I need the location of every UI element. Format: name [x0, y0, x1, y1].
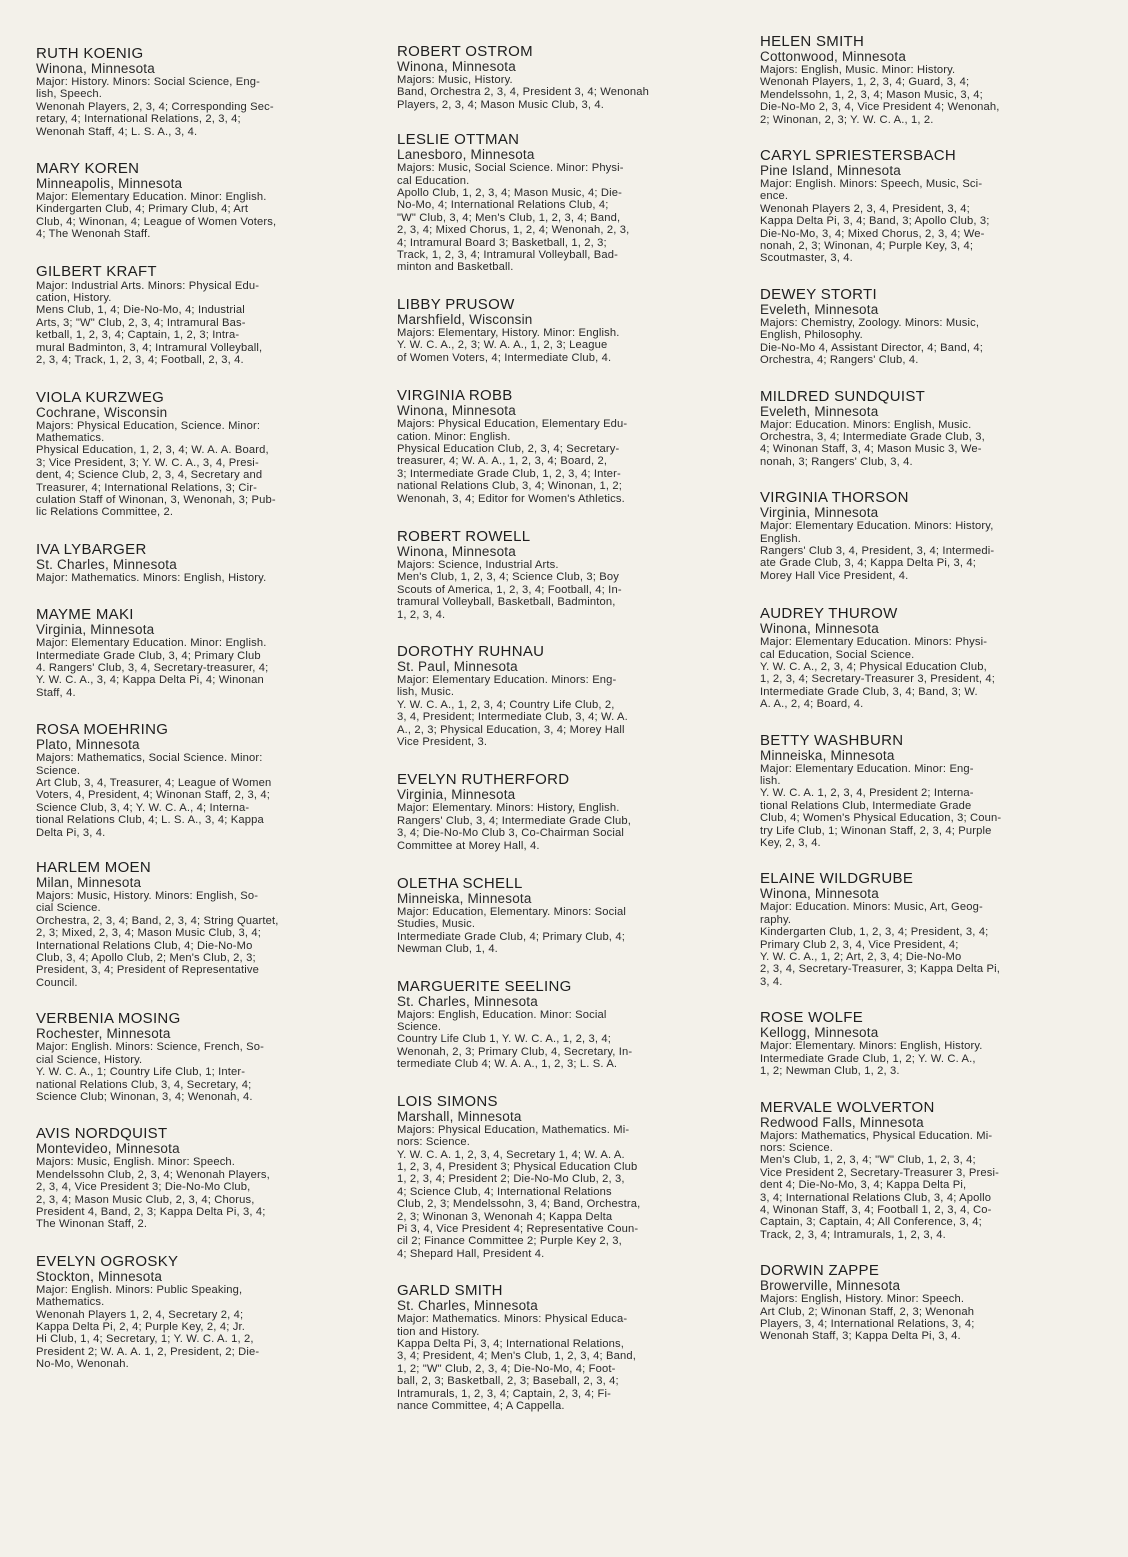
- student-entry: [36, 860, 348, 989]
- student-detail-line: Country Life Club 1, Y. W. C. A., 1, 2, 3, 4;: [397, 1033, 612, 1046]
- student-detail-line: 4; The Wenonah Staff.: [36, 228, 151, 241]
- student-detail-line: 3; Vice President, 3; Y. W. C. A., 3, 4, Presi-: [36, 456, 259, 469]
- student-entry: [36, 1126, 348, 1230]
- student-entry: [760, 148, 1072, 265]
- student-detail-line: Major: Industrial Arts. Minors: Physical Edu-: [36, 279, 260, 292]
- student-detail-line: Majors: Elementary, History. Minor: English.: [397, 326, 620, 339]
- student-detail-line: Staff, 4.: [36, 686, 76, 699]
- student-detail-line: nors: Science.: [397, 1136, 470, 1149]
- student-detail-line: termediate Club 4; W. A. A., 1, 2, 3; L. S. A.: [397, 1058, 618, 1071]
- student-detail-line: Intermediate Grade Club, 3, 4; Primary Club: [36, 649, 261, 662]
- student-entry: [760, 1010, 1072, 1077]
- student-detail-line: 1, 2; Newman Club, 1, 2, 3.: [760, 1065, 900, 1078]
- student-hometown: St. Charles, Minnesota: [36, 556, 177, 572]
- student-detail-line: Y. W. C. A., 1; Country Life Club, 1; Inter-: [36, 1066, 246, 1079]
- student-hometown: Kellogg, Minnesota: [760, 1025, 879, 1041]
- student-detail-line: Treasurer, 4; International Relations, 3; Cir-: [36, 481, 258, 494]
- student-detail-line: Wenonah, 2, 3; Primary Club, 4, Secretary, In-: [397, 1045, 633, 1058]
- student-detail-line: Orchestra, 2, 3, 4; Band, 2, 3, 4; String Quartet,: [36, 914, 279, 927]
- student-detail-line: minton and Basketball.: [397, 261, 514, 274]
- student-detail-line: cal Education, Social Science.: [760, 648, 915, 661]
- student-detail-line: President 2; W. A. A. 1, 2, President, 2; Die-: [36, 1345, 260, 1358]
- student-detail-line: of Women Voters, 4; Intermediate Club, 4.: [397, 351, 612, 364]
- student-hometown: Marshall, Minnesota: [397, 1108, 522, 1124]
- student-detail-line: cial Science, History.: [36, 1053, 143, 1066]
- student-entry: [36, 264, 348, 367]
- student-name: IVA LYBARGER: [36, 540, 147, 558]
- student-hometown: Redwood Falls, Minnesota: [760, 1114, 924, 1130]
- student-detail-line: A. A., 2, 4; Board, 4.: [760, 698, 864, 711]
- student-hometown: Eveleth, Minnesota: [760, 403, 879, 419]
- student-detail-line: treasurer, 4; W. A. A., 1, 2, 3, 4; Board, 2,: [397, 455, 608, 468]
- student-detail-line: ence.: [760, 190, 789, 203]
- student-entry: [397, 876, 709, 956]
- student-detail-line: 1, 2, 3, 4.: [397, 608, 446, 621]
- student-hometown: Winona, Minnesota: [397, 403, 516, 419]
- student-name: MARGUERITE SEELING: [397, 977, 572, 995]
- student-entry: [36, 46, 348, 138]
- student-detail-line: Majors: Mathematics, Physical Education. Mi-: [760, 1129, 993, 1142]
- student-detail-line: Major: English. Minors: Science, French, So-: [36, 1041, 264, 1054]
- student-detail-line: Intramurals, 1, 2, 3, 4; Captain, 2, 3, 4; Fi-: [397, 1387, 611, 1400]
- student-hometown: Pine Island, Minnesota: [760, 163, 901, 179]
- student-detail-line: Majors: English, History. Minor: Speech.: [760, 1293, 965, 1306]
- student-detail-line: "W" Club, 3, 4; Men's Club, 1, 2, 3, 4; Band,: [397, 211, 621, 224]
- student-detail-line: Mathematics.: [36, 1296, 105, 1309]
- student-detail-line: dent 4; Die-No-Mo, 3, 4; Kappa Delta Pi,: [760, 1179, 967, 1192]
- student-detail-line: Art Club, 3, 4, Treasurer, 4; League of Women: [36, 777, 272, 789]
- student-detail-line: Apollo Club, 1, 2, 3, 4; Mason Music, 4; Die-: [397, 187, 623, 200]
- student-name: VERBENIA MOSING: [36, 1010, 181, 1028]
- student-name: ROSA MOEHRING: [36, 721, 169, 739]
- student-detail-line: Major: Elementary. Minors: English, History.: [760, 1040, 983, 1053]
- student-detail-line: Men's Club, 1, 2, 3, 4; Science Club, 3; Boy: [397, 571, 620, 584]
- student-name: ROBERT OSTROM: [397, 43, 533, 60]
- student-detail-line: Pi 3, 4, Vice President 4; Representative Coun-: [397, 1222, 639, 1235]
- student-detail-line: Die-No-Mo 2, 3, 4, Vice President 4; Wenonah,: [760, 101, 1000, 114]
- student-detail-line: Players, 3, 4; International Relations, 3, 4;: [760, 1317, 975, 1330]
- student-detail-line: Y. W. C. A. 1, 2, 3, 4, Secretary 1, 4; W. A. A.: [397, 1148, 625, 1161]
- student-detail-line: ball, 2, 3; Basketball, 2, 3; Baseball, 2, 3, 4;: [397, 1375, 619, 1388]
- student-entry: [397, 979, 709, 1071]
- student-detail-line: Major: Elementary Education. Minor: English.: [36, 637, 267, 650]
- student-detail-line: 4; Intramural Board 3; Basketball, 1, 2, 3;: [397, 236, 607, 249]
- student-entry: [397, 644, 709, 748]
- student-detail-line: 4; Shepard Hall, President 4.: [397, 1247, 545, 1260]
- student-hometown: St. Charles, Minnesota: [397, 993, 538, 1009]
- student-detail-line: Majors: Music, Social Science. Minor: Physi-: [397, 162, 624, 175]
- student-detail-line: President 4, Band, 2, 3; Kappa Delta Pi, 3, 4;: [36, 1205, 266, 1218]
- student-detail-line: lic Relations Committee, 2.: [36, 506, 174, 519]
- student-entry: [397, 529, 709, 621]
- student-detail-line: No-Mo, Wenonah.: [36, 1358, 129, 1371]
- student-detail-line: 4, Winonan Staff, 3, 4; Football 1, 2, 3, 4, Co-: [760, 1203, 992, 1216]
- student-detail-line: Y. W. C. A., 2, 3, 4; Physical Education Club,: [760, 660, 987, 673]
- student-detail-line: 3, 4; International Relations Club, 3, 4; Apollo: [760, 1191, 992, 1204]
- student-hometown: Winona, Minnesota: [397, 59, 516, 74]
- student-hometown: St. Charles, Minnesota: [397, 1298, 538, 1314]
- student-detail-line: Major: Elementary Education. Minors: Eng-: [397, 673, 617, 686]
- student-detail-line: Arts, 3; "W" Club, 2, 3, 4; Intramural Bas-: [36, 316, 246, 329]
- student-detail-line: nonah, 3; Rangers' Club, 3, 4.: [760, 455, 913, 468]
- student-detail-line: tional Relations Club, Intermediate Grade: [760, 799, 972, 812]
- student-detail-line: retary, 4; International Relations, 2, 3, 4;: [36, 113, 241, 126]
- student-detail-line: Wenonah Players, 1, 2, 3, 4; Guard, 3, 4;: [760, 76, 970, 89]
- student-detail-line: Council.: [36, 976, 78, 989]
- student-detail-line: Major: Education. Minors: Music, Art, Geog-: [760, 901, 983, 914]
- student-detail-line: Majors: Physical Education, Elementary Edu-: [397, 418, 628, 431]
- student-detail-line: 2, 3, 4; Mixed Chorus, 1, 2, 4; Wenonah, 2, 3,: [397, 224, 630, 237]
- student-entry: [760, 1100, 1072, 1242]
- student-name: DOROTHY RUHNAU: [397, 642, 545, 660]
- student-detail-line: Wenonah Players 1, 2, 4, Secretary 2, 4;: [36, 1308, 244, 1321]
- student-detail-line: Rangers' Club 3, 4, President, 3, 4; Intermedi-: [760, 544, 995, 557]
- student-detail-line: Orchestra, 3, 4; Intermediate Grade Club, 3,: [760, 430, 985, 443]
- student-detail-line: 2; Winonan, 2, 3; Y. W. C. A., 1, 2.: [760, 113, 934, 126]
- student-detail-line: Orchestra, 4; Rangers' Club, 4.: [760, 354, 919, 367]
- student-entry: [36, 542, 348, 584]
- student-detail-line: try Life Club, 1; Winonan Staff, 2, 3, 4; Purple: [760, 824, 992, 837]
- student-detail-line: 2, 3, 4; Mason Music Club, 2, 3, 4; Chorus,: [36, 1193, 255, 1206]
- student-detail-line: Wenonah, 3, 4; Editor for Women's Athletics.: [397, 492, 625, 505]
- student-detail-line: Track, 2, 3, 4; Intramurals, 1, 2, 3, 4.: [760, 1228, 946, 1241]
- student-name: MARY KOREN: [36, 160, 140, 178]
- student-detail-line: Club, 4; Women's Physical Education, 3; Coun-: [760, 812, 1002, 825]
- student-detail-line: tional Relations Club, 4; L. S. A., 3, 4; Kappa: [36, 814, 264, 827]
- student-detail-line: Major: Elementary Education. Minors: History,: [760, 520, 994, 533]
- student-detail-line: Y. W. C. A. 1, 2, 3, 4, President 2; Interna-: [760, 787, 974, 800]
- student-hometown: Rochester, Minnesota: [36, 1026, 171, 1042]
- student-detail-line: Track, 1, 2, 3, 4; Intramural Volleyball, Bad-: [397, 249, 619, 262]
- student-detail-line: Club, 4; Winonan, 4; League of Women Voters,: [36, 215, 277, 228]
- student-detail-line: Kindergarten Club, 4; Primary Club, 4; Art: [36, 203, 249, 216]
- student-name: OLETHA SCHELL: [397, 875, 523, 893]
- student-entry: [760, 490, 1072, 582]
- student-hometown: Virginia, Minnesota: [760, 505, 879, 521]
- student-entry: [397, 132, 709, 274]
- student-detail-line: Vice President 2, Secretary-Treasurer 3, Presi-: [760, 1166, 999, 1179]
- student-name: LESLIE OTTMAN: [397, 131, 520, 149]
- student-name: MERVALE WOLVERTON: [760, 1098, 935, 1116]
- student-hometown: Browerville, Minnesota: [760, 1278, 901, 1294]
- student-name: GARLD SMITH: [397, 1282, 503, 1300]
- student-detail-line: cation. Minor: English.: [397, 430, 511, 443]
- student-detail-line: Science Club; Winonan, 3, 4; Wenonah, 4.: [36, 1090, 253, 1103]
- student-detail-line: Majors: English, Music. Minor: History.: [760, 64, 956, 76]
- student-detail-line: national Relations Club, 3, 4; Winonan, 1, 2;: [397, 480, 623, 493]
- student-detail-line: Wenonah Staff, 4; L. S. A., 3, 4.: [36, 125, 198, 138]
- student-detail-line: Y. W. C. A., 1, 2, 3, 4; Country Life Club, 2,: [397, 698, 615, 711]
- student-name: EVELYN RUTHERFORD: [397, 771, 570, 789]
- student-detail-line: tion and History.: [397, 1325, 480, 1338]
- student-name: ROBERT ROWELL: [397, 527, 531, 545]
- student-hometown: Cottonwood, Minnesota: [760, 49, 907, 64]
- student-entry: [397, 44, 709, 111]
- student-detail-line: Vice President, 3.: [397, 736, 488, 748]
- student-detail-line: 2, 3, 4; Track, 1, 2, 3, 4; Football, 2, 3, 4.: [36, 354, 244, 367]
- student-detail-line: Major: Education. Minors: English, Music.: [760, 418, 972, 431]
- student-detail-line: Art Club, 2; Winonan Staff, 2, 3; Wenonah: [760, 1305, 975, 1318]
- student-name: DEWEY STORTI: [760, 285, 877, 303]
- student-detail-line: Major: English. Minors: Public Speaking,: [36, 1283, 243, 1296]
- student-hometown: Lanesboro, Minnesota: [397, 147, 535, 163]
- student-hometown: Winona, Minnesota: [760, 886, 879, 902]
- student-detail-line: English, Philosophy.: [760, 329, 863, 342]
- student-name: VIRGINIA ROBB: [397, 387, 513, 405]
- student-detail-line: lish, Speech.: [36, 88, 103, 101]
- student-detail-line: Men's Club, 1, 2, 3, 4; "W" Club, 1, 2, 3, 4;: [760, 1154, 976, 1167]
- student-detail-line: Intermediate Grade Club, 1, 2; Y. W. C. A.,: [760, 1052, 976, 1065]
- student-detail-line: Major: Elementary. Minors: History, English.: [397, 802, 620, 815]
- student-entry: [760, 606, 1072, 710]
- student-detail-line: Major: Education, Elementary. Minors: Social: [397, 906, 626, 919]
- student-detail-line: Committee at Morey Hall, 4.: [397, 839, 540, 852]
- student-entry: [36, 607, 348, 699]
- student-detail-line: Physical Education, 1, 2, 3, 4; W. A. A. Board,: [36, 444, 269, 457]
- student-detail-line: Wenonah Players, 2, 3, 4; Corresponding Sec-: [36, 100, 274, 113]
- student-hometown: Montevideo, Minnesota: [36, 1141, 180, 1157]
- student-detail-line: Majors: Music, History. Minors: English, So-: [36, 890, 259, 903]
- student-name: BETTY WASHBURN: [760, 731, 904, 749]
- student-detail-line: Key, 2, 3, 4.: [760, 837, 821, 850]
- student-detail-line: Science.: [397, 1021, 442, 1034]
- student-hometown: Minneiska, Minnesota: [397, 891, 532, 907]
- student-detail-line: Major: Elementary Education. Minor: Eng-: [760, 762, 974, 775]
- student-hometown: Virginia, Minnesota: [397, 787, 516, 803]
- student-entry: [397, 388, 709, 505]
- student-detail-line: 3, 4.: [760, 975, 783, 988]
- student-detail-line: cial Science.: [36, 902, 101, 915]
- student-hometown: Virginia, Minnesota: [36, 622, 155, 638]
- student-detail-line: 1, 2, 3, 4, President 3; Physical Education Club: [397, 1160, 638, 1173]
- student-detail-line: Kappa Delta Pi, 3, 4; International Relations,: [397, 1337, 625, 1350]
- student-name: LIBBY PRUSOW: [397, 295, 515, 313]
- student-name: AUDREY THUROW: [760, 605, 898, 623]
- student-detail-line: Rangers' Club, 3, 4; Intermediate Grade Club,: [397, 814, 631, 827]
- student-name: MAYME MAKI: [36, 606, 134, 624]
- student-entry: [36, 1011, 348, 1103]
- student-detail-line: 3, 4; Die-No-Mo Club 3, Co-Chairman Social: [397, 827, 625, 840]
- student-name: VIOLA KURZWEG: [36, 388, 165, 406]
- student-hometown: Milan, Minnesota: [36, 875, 142, 891]
- student-name: GILBERT KRAFT: [36, 262, 157, 280]
- student-detail-line: Major: Mathematics. Minors: English, History.: [36, 571, 267, 584]
- student-detail-line: Kindergarten Club, 1, 2, 3, 4; President, 3, 4;: [760, 926, 989, 939]
- student-detail-line: 4; Science Club, 4; International Relations: [397, 1185, 612, 1198]
- student-entry: [760, 389, 1072, 469]
- student-entry: [760, 287, 1072, 367]
- student-detail-line: Science.: [36, 764, 81, 777]
- student-hometown: Marshfield, Wisconsin: [397, 311, 533, 327]
- student-entry: [397, 297, 709, 364]
- student-detail-line: 3, 4; President, 4; Men's Club, 1, 2, 3, 4; Band,: [397, 1350, 636, 1363]
- student-detail-line: Scoutmaster, 3, 4.: [760, 252, 853, 265]
- student-detail-line: Majors: English, Education. Minor: Social: [397, 1008, 607, 1021]
- student-hometown: Minneapolis, Minnesota: [36, 176, 183, 192]
- student-name: ROSE WOLFE: [760, 1009, 864, 1027]
- student-hometown: Stockton, Minnesota: [36, 1268, 163, 1284]
- student-detail-line: raphy.: [760, 913, 792, 926]
- student-detail-line: Y. W. C. A., 3, 4; Kappa Delta Pi, 4; Winonan: [36, 674, 264, 687]
- student-detail-line: nonah, 2, 3; Winonan, 4; Purple Key, 3, 4;: [760, 240, 974, 253]
- student-detail-line: Majors: Music, English. Minor: Speech.: [36, 1156, 236, 1169]
- student-detail-line: Major: Mathematics. Minors: Physical Educa-: [397, 1313, 628, 1326]
- student-detail-line: Band, Orchestra 2, 3, 4, President 3, 4; Wenonah: [397, 86, 650, 99]
- student-detail-line: Wenonah Staff, 3; Kappa Delta Pi, 3, 4.: [760, 1330, 961, 1343]
- student-detail-line: nors: Science.: [760, 1141, 833, 1154]
- student-detail-line: ketball, 1, 2, 3, 4; Captain, 1, 2, 3; Intra-: [36, 329, 240, 342]
- student-detail-line: Mendelssohn Club, 2, 3, 4; Wenonah Players,: [36, 1168, 270, 1181]
- student-entry: [397, 772, 709, 852]
- student-detail-line: Majors: Physical Education, Science. Minor:: [36, 419, 261, 432]
- student-detail-line: nance Committee, 4; A Cappella.: [397, 1400, 565, 1412]
- student-detail-line: Die-No-Mo, 3, 4; Mixed Chorus, 2, 3, 4; We-: [760, 227, 985, 240]
- student-detail-line: English.: [760, 532, 802, 545]
- student-detail-line: President, 3, 4; President of Representative: [36, 964, 260, 977]
- student-name: CARYL SPRIESTERSBACH: [760, 147, 957, 165]
- student-detail-line: The Winonan Staff, 2.: [36, 1218, 148, 1231]
- student-entry: [36, 161, 348, 241]
- student-entry: [760, 1263, 1072, 1343]
- student-detail-line: International Relations Club, 4; Die-No-Mo: [36, 939, 253, 952]
- student-hometown: Cochrane, Wisconsin: [36, 404, 168, 420]
- student-detail-line: Major: Elementary Education. Minors: Physi-: [760, 636, 988, 649]
- student-detail-line: Hi Club, 1, 4; Secretary, 1; Y. W. C. A. 1, 2,: [36, 1333, 254, 1346]
- student-name: ELAINE WILDGRUBE: [760, 870, 914, 888]
- student-name: LOIS SIMONS: [397, 1092, 498, 1110]
- student-entry: [760, 733, 1072, 850]
- student-entry: [397, 1283, 709, 1412]
- student-name: HARLEM MOEN: [36, 859, 151, 877]
- student-detail-line: No-Mo, 4; International Relations Club, 4;: [397, 199, 609, 212]
- student-entry: [36, 1254, 348, 1371]
- student-detail-line: cal Education.: [397, 174, 470, 187]
- student-detail-line: culation Staff of Winonan, 3, Wenonah, 3; Pub-: [36, 493, 276, 506]
- student-detail-line: 2, 3; Winonan 3, Wenonah 4; Kappa Delta: [397, 1210, 613, 1223]
- student-detail-line: 1, 2, 3, 4; President 2; Die-No-Mo Club, 2, 3,: [397, 1173, 625, 1186]
- student-detail-line: cation, History.: [36, 292, 112, 305]
- student-detail-line: Delta Pi, 3, 4.: [36, 826, 106, 839]
- student-hometown: Winona, Minnesota: [36, 61, 155, 76]
- student-detail-line: Mathematics.: [36, 431, 105, 444]
- student-detail-line: Wenonah Players 2, 3, 4, President, 3, 4;: [760, 202, 970, 215]
- student-detail-line: Captain, 3; Captain, 4; All Conference, 3, 4;: [760, 1216, 982, 1229]
- student-name: DORWIN ZAPPE: [760, 1262, 880, 1280]
- student-detail-line: Intermediate Grade Club, 3, 4; Band, 3; W.: [760, 685, 978, 698]
- student-detail-line: Mendelssohn, 1, 2, 3, 4; Mason Music, 3, 4;: [760, 88, 983, 101]
- student-detail-line: 3; Intermediate Grade Club, 1, 2, 3, 4; Inter-: [397, 467, 621, 480]
- student-detail-line: Major: English. Minors: Speech, Music, Sci-: [760, 178, 983, 191]
- student-name: AVIS NORDQUIST: [36, 1125, 168, 1143]
- student-detail-line: Players, 2, 3, 4; Mason Music Club, 3, 4.: [397, 98, 604, 111]
- student-hometown: Winona, Minnesota: [397, 543, 516, 559]
- student-detail-line: 4. Rangers' Club, 3, 4, Secretary-treasurer, 4;: [36, 661, 269, 674]
- student-name: VIRGINIA THORSON: [760, 489, 909, 507]
- student-hometown: Eveleth, Minnesota: [760, 301, 879, 317]
- student-detail-line: 2, 3, 4, Vice President 3; Die-No-Mo Club,: [36, 1181, 251, 1194]
- student-detail-line: dent, 4; Science Club, 2, 3, 4, Secretary and: [36, 469, 263, 482]
- student-name: MILDRED SUNDQUIST: [760, 387, 926, 405]
- student-detail-line: Majors: Science, Industrial Arts.: [397, 558, 559, 571]
- student-detail-line: Major: History. Minors: Social Science, Eng-: [36, 76, 260, 88]
- student-detail-line: Studies, Music.: [397, 918, 476, 931]
- student-detail-line: A., 2, 3; Physical Education, 3, 4; Morey Hall: [397, 723, 625, 736]
- student-detail-line: Major: Elementary Education. Minor: English.: [36, 191, 267, 204]
- student-detail-line: Morey Hall Vice President, 4.: [760, 569, 909, 582]
- student-detail-line: 1, 2, 3, 4; Secretary-Treasurer 3, President, 4;: [760, 673, 995, 686]
- student-detail-line: Majors: Mathematics, Social Science. Minor:: [36, 752, 263, 765]
- student-entry: [397, 1094, 709, 1260]
- student-detail-line: 1, 2; "W" Club, 2, 3, 4; Die-No-Mo, 4; Foot-: [397, 1362, 616, 1375]
- student-detail-line: Majors: Music, History.: [397, 74, 513, 86]
- column-right: [760, 34, 1072, 1343]
- student-name: HELEN SMITH: [760, 33, 865, 50]
- student-name: RUTH KOENIG: [36, 45, 144, 62]
- student-hometown: Winona, Minnesota: [760, 621, 879, 637]
- student-detail-line: 2, 3, 4, Secretary-Treasurer, 3; Kappa Delta Pi,: [760, 963, 1000, 976]
- student-entry: [760, 34, 1072, 126]
- student-detail-line: Intermediate Grade Club, 4; Primary Club, 4;: [397, 930, 625, 943]
- student-detail-line: Scouts of America, 1, 2, 3, 4; Football, 4; In-: [397, 583, 622, 596]
- student-detail-line: Club, 2, 3; Mendelssohn, 3, 4; Band, Orchestra,: [397, 1198, 641, 1211]
- student-entry: [760, 871, 1072, 988]
- student-detail-line: Die-No-Mo 4, Assistant Director, 4; Band, 4;: [760, 341, 983, 354]
- student-detail-line: cil 2; Finance Committee 2; Purple Key 2, 3,: [397, 1235, 622, 1248]
- student-detail-line: 2, 3; Mixed, 2, 3, 4; Mason Music Club, 3, 4;: [36, 927, 262, 940]
- student-detail-line: national Relations Club, 3, 4, Secretary, 4;: [36, 1078, 252, 1091]
- student-detail-line: Majors: Chemistry, Zoology. Minors: Music,: [760, 316, 980, 329]
- student-detail-line: Majors: Physical Education, Mathematics. Mi-: [397, 1123, 630, 1136]
- student-detail-line: 4; Winonan Staff, 3, 4; Mason Music 3, We-: [760, 443, 982, 456]
- student-detail-line: Physical Education Club, 2, 3, 4; Secretary-: [397, 442, 620, 455]
- student-detail-line: Newman Club, 1, 4.: [397, 943, 498, 956]
- student-detail-line: Mens Club, 1, 4; Die-No-Mo, 4; Industrial: [36, 304, 245, 317]
- student-entry: [36, 722, 348, 839]
- student-hometown: Minneiska, Minnesota: [760, 747, 895, 763]
- student-detail-line: lish, Music.: [397, 686, 455, 699]
- student-detail-line: Science Club, 3, 4; Y. W. C. A., 4; Interna-: [36, 801, 250, 814]
- student-entry: [36, 390, 348, 519]
- student-detail-line: Club, 3, 4; Apollo Club, 2; Men's Club, 2, 3;: [36, 952, 256, 965]
- student-detail-line: Kappa Delta Pi, 3, 4; Band, 3; Apollo Club, 3;: [760, 215, 990, 228]
- student-detail-line: Y. W. C. A., 1, 2; Art, 2, 3, 4; Die-No-Mo: [760, 951, 962, 964]
- student-detail-line: mural Badminton, 3, 4; Intramural Volleyball,: [36, 341, 263, 354]
- student-detail-line: ate Grade Club, 3, 4; Kappa Delta Pi, 3, 4;: [760, 557, 977, 570]
- column-left: [36, 46, 348, 1371]
- student-hometown: St. Paul, Minnesota: [397, 658, 518, 674]
- student-detail-line: Kappa Delta Pi, 2, 4; Purple Key, 2, 4; Jr.: [36, 1320, 245, 1333]
- student-detail-line: Y. W. C. A., 2, 3; W. A. A., 1, 2, 3; League: [397, 339, 608, 352]
- student-detail-line: tramural Volleyball, Basketball, Badminton,: [397, 596, 616, 609]
- column-middle: [397, 44, 709, 1412]
- student-detail-line: lish.: [760, 775, 781, 787]
- student-name: EVELYN OGROSKY: [36, 1252, 179, 1270]
- student-hometown: Plato, Minnesota: [36, 737, 140, 753]
- student-detail-line: Primary Club 2, 3, 4, Vice President, 4;: [760, 938, 959, 951]
- student-detail-line: 3, 4, President; Intermediate Club, 3, 4; W. A.: [397, 711, 628, 724]
- student-detail-line: Voters, 4, President, 4; Winonan Staff, 2, 3, 4;: [36, 789, 270, 802]
